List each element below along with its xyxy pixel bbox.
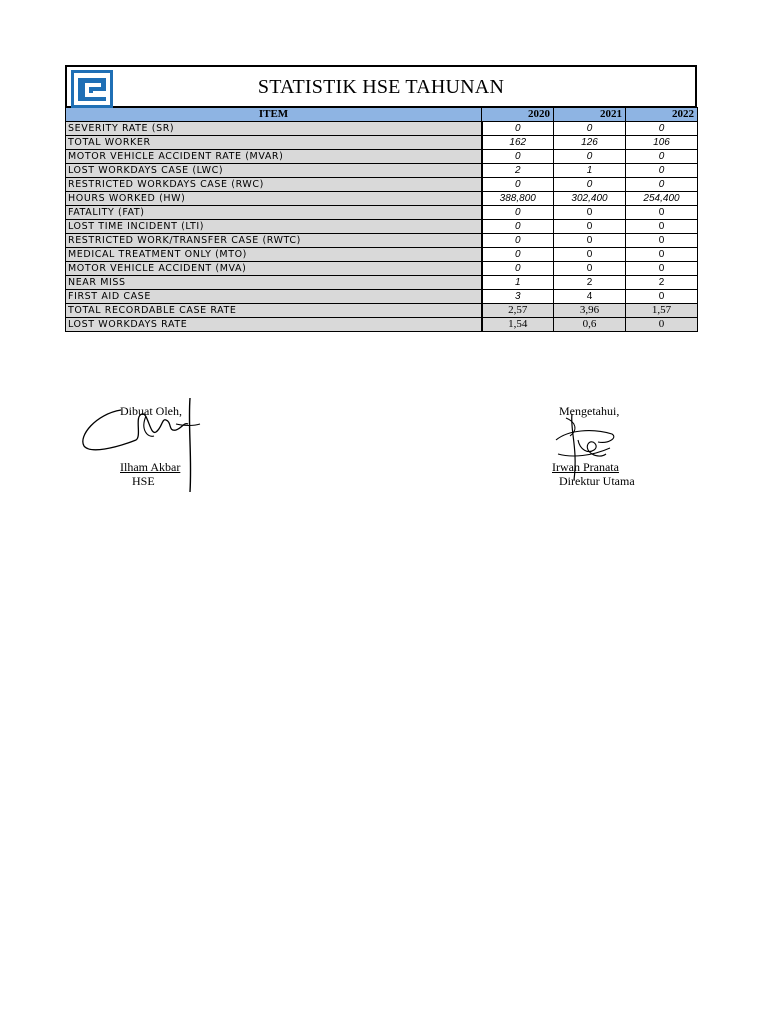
cell-2022: 0 [626, 122, 698, 136]
cell-2021: 126 [554, 136, 626, 150]
row-label: RESTRICTED WORK/TRANSFER CASE (RWTC) [66, 234, 482, 248]
table-row [66, 290, 698, 304]
row-label: LOST TIME INCIDENT (LTI) [66, 220, 482, 234]
table-row [66, 220, 698, 234]
table-body [66, 122, 698, 332]
table-row [66, 304, 698, 318]
cell-2022: 0 [626, 220, 698, 234]
cell-2022: 0 [626, 164, 698, 178]
table-row [66, 150, 698, 164]
row-label: LOST WORKDAYS RATE [66, 318, 482, 332]
row-label: MEDICAL TREATMENT ONLY (MTO) [66, 248, 482, 262]
row-label: FATALITY (FAT) [66, 206, 482, 220]
cell-2022: 0 [626, 206, 698, 220]
cell-2021: 0 [554, 206, 626, 220]
cell-2021: 2 [554, 276, 626, 290]
cell-2022: 1,57 [626, 304, 698, 318]
cell-2021: 1 [554, 164, 626, 178]
document-title: STATISTIK HSE TAHUNAN [257, 76, 505, 98]
approved-by-caption: Mengetahui, [559, 404, 620, 418]
table-row [66, 178, 698, 192]
row-label: MOTOR VEHICLE ACCIDENT (MVA) [66, 262, 482, 276]
cell-2021: 302,400 [554, 192, 626, 206]
cell-2020: 0 [482, 150, 554, 164]
table-row [66, 164, 698, 178]
table-row [66, 262, 698, 276]
cell-2022: 0 [626, 234, 698, 248]
cell-2022: 0 [626, 248, 698, 262]
row-label: RESTRICTED WORKDAYS CASE (RWC) [66, 178, 482, 192]
cell-2020: 162 [482, 136, 554, 150]
column-header-2020: 2020 [482, 108, 554, 122]
cell-2020: 1,54 [482, 318, 554, 332]
cell-2020: 0 [482, 234, 554, 248]
cell-2022: 0 [626, 290, 698, 304]
cell-2021: 0 [554, 122, 626, 136]
cell-2022: 0 [626, 262, 698, 276]
cell-2020: 0 [482, 178, 554, 192]
hse-statistics-table [65, 107, 698, 332]
row-label: MOTOR VEHICLE ACCIDENT RATE (MVAR) [66, 150, 482, 164]
cell-2021: 3,96 [554, 304, 626, 318]
cell-2022: 2 [626, 276, 698, 290]
cell-2020: 2 [482, 164, 554, 178]
table-row [66, 318, 698, 332]
prepared-by-name: Ilham Akbar [120, 460, 181, 474]
cell-2020: 1 [482, 276, 554, 290]
row-label: TOTAL WORKER [66, 136, 482, 150]
row-label: HOURS WORKED (HW) [66, 192, 482, 206]
cell-2022: 254,400 [626, 192, 698, 206]
cell-2022: 106 [626, 136, 698, 150]
cell-2020: 0 [482, 206, 554, 220]
table-row [66, 276, 698, 290]
prepared-by-caption: Dibuat Oleh, [120, 404, 182, 418]
cell-2021: 0 [554, 248, 626, 262]
column-header-item: ITEM [66, 108, 482, 122]
cell-2020: 0 [482, 262, 554, 276]
cell-2022: 0 [626, 150, 698, 164]
row-label: SEVERITY RATE (SR) [66, 122, 482, 136]
cell-2022: 0 [626, 178, 698, 192]
column-header-2022: 2022 [626, 108, 698, 122]
cell-2021: 0 [554, 178, 626, 192]
cell-2022: 0 [626, 318, 698, 332]
cell-2021: 0,6 [554, 318, 626, 332]
cell-2021: 0 [554, 150, 626, 164]
cell-2020: 3 [482, 290, 554, 304]
table-row [66, 136, 698, 150]
cell-2020: 2,57 [482, 304, 554, 318]
table-row [66, 122, 698, 136]
cell-2021: 0 [554, 262, 626, 276]
title-box [65, 65, 697, 107]
table-row [66, 248, 698, 262]
cell-2021: 0 [554, 220, 626, 234]
cell-2020: 0 [482, 248, 554, 262]
hse-statistics-sheet [65, 65, 697, 332]
approved-by-name: Irwan Pranata [552, 460, 619, 474]
table-row [66, 192, 698, 206]
cell-2020: 388,800 [482, 192, 554, 206]
row-label: FIRST AID CASE [66, 290, 482, 304]
row-label: LOST WORKDAYS CASE (LWC) [66, 164, 482, 178]
approved-by-role: Direktur Utama [559, 474, 635, 488]
cell-2020: 0 [482, 122, 554, 136]
prepared-by-role: HSE [132, 474, 155, 488]
cell-2021: 4 [554, 290, 626, 304]
cell-2020: 0 [482, 220, 554, 234]
row-label: TOTAL RECORDABLE CASE RATE [66, 304, 482, 318]
table-header-row [66, 108, 698, 122]
cell-2021: 0 [554, 234, 626, 248]
table-row [66, 206, 698, 220]
column-header-2021: 2021 [554, 108, 626, 122]
table-row [66, 234, 698, 248]
row-label: NEAR MISS [66, 276, 482, 290]
